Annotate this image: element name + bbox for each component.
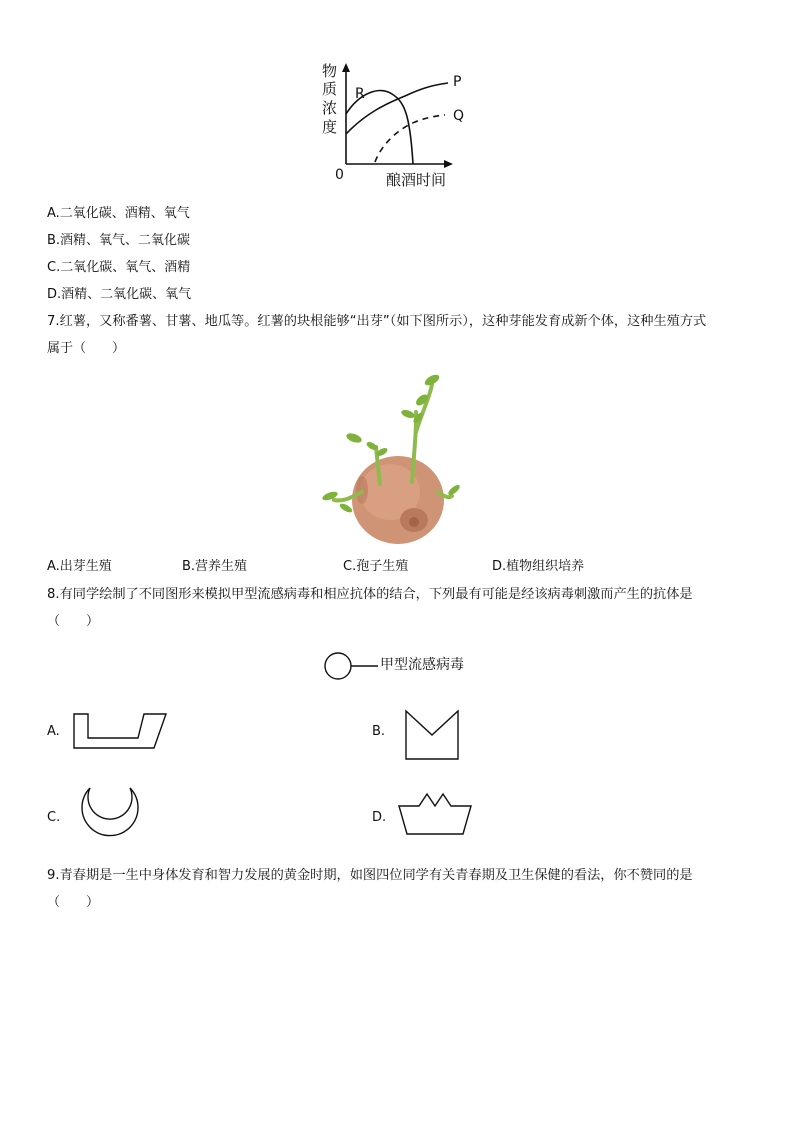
origin-label: 0 <box>335 167 344 183</box>
q8-option-a-letter: A. <box>47 724 60 739</box>
q7-option-b: B.营养生殖 <box>182 559 248 574</box>
antibody-shape-d <box>395 788 475 840</box>
q7-option-d: D.植物组织培养 <box>492 559 585 574</box>
q8-stem-line2: （ ） <box>47 614 100 629</box>
q6-option-a: A.二氧化碳、酒精、氧气 <box>47 206 190 221</box>
curve-Q-label: Q <box>453 108 465 124</box>
virus-circle-icon <box>325 653 351 679</box>
antibody-shape-b <box>402 707 462 763</box>
q7-stem-line2: 属于（ ） <box>47 341 126 356</box>
q9-stem-line1: 9.青春期是一生中身体发育和智力发展的黄金时期，如图四位同学有关青春期及卫生保健的看法，你不赞同的是 <box>47 868 693 883</box>
sprouting-sweet-potato-image <box>322 372 462 550</box>
curve-R-label: R <box>355 86 365 102</box>
q6-option-d: D.酒精、二氧化碳、氧气 <box>47 287 192 302</box>
x-axis-arrow <box>444 160 453 168</box>
antibody-shape-c <box>76 780 144 848</box>
y-axis-label-3: 浓 <box>322 99 338 117</box>
q8-option-d-letter: D. <box>372 810 387 825</box>
q6-option-b: B.酒精、氧气、二氧化碳 <box>47 233 191 248</box>
q8-option-b-letter: B. <box>372 724 386 739</box>
q8-option-c-letter: C. <box>47 810 61 825</box>
y-axis-label-4: 度 <box>322 118 338 136</box>
q7-option-c: C.孢子生殖 <box>343 559 409 574</box>
q7-stem-line1: 7.红薯，又称番薯、甘薯、地瓜等。红薯的块根能够“出芽”（如下图所示），这种芽能发育成新个体，这种生殖方式 <box>47 314 707 329</box>
x-axis-label: 酿酒时间 <box>386 171 447 189</box>
q6-concentration-graph <box>310 58 480 193</box>
y-axis-label-2: 质 <box>322 80 338 98</box>
y-axis-label-1: 物 <box>322 62 338 80</box>
q9-stem-line2: （ ） <box>47 895 100 910</box>
curve-P-label: P <box>453 74 462 90</box>
antibody-shape-a <box>68 710 170 752</box>
q6-option-c: C.二氧化碳、氧气、酒精 <box>47 260 191 275</box>
q7-option-a: A.出芽生殖 <box>47 559 112 574</box>
virus-legend-label: 甲型流感病毒 <box>380 657 464 673</box>
q8-stem-line1: 8.有同学绘制了不同图形来模拟甲型流感病毒和相应抗体的结合，下列最有可能是经该病毒刺激而产生的抗体是 <box>47 587 693 602</box>
y-axis-arrow <box>342 63 350 72</box>
